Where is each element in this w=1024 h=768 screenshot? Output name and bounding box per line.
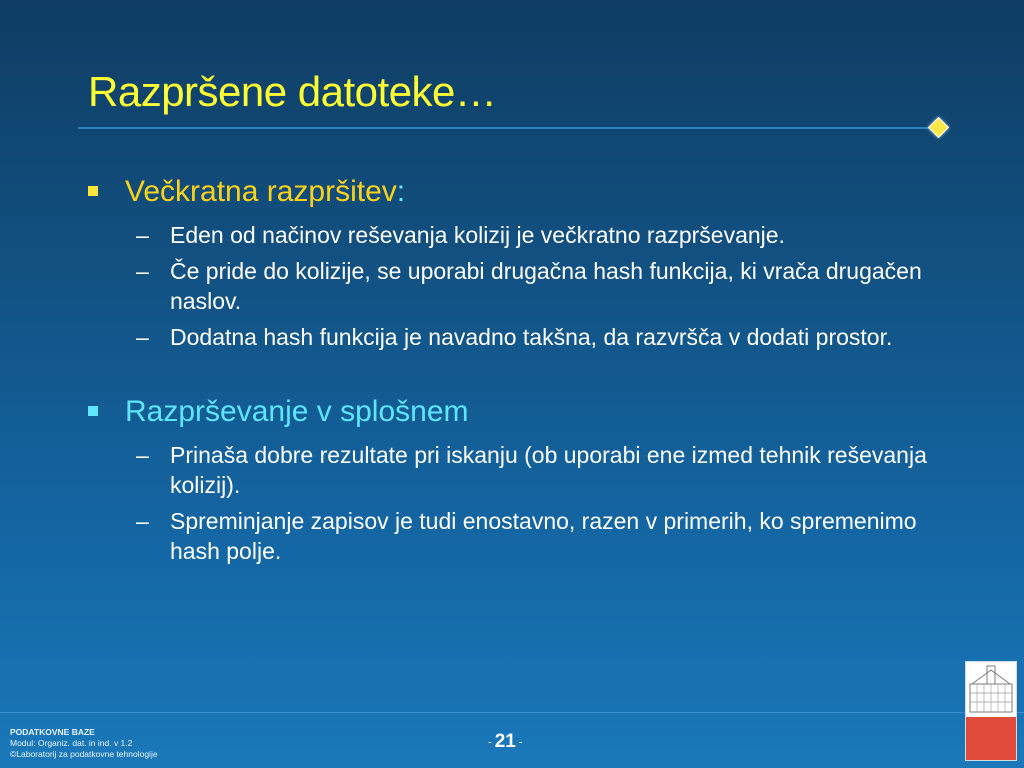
building-logo-icon <box>965 661 1017 761</box>
list-item-text: Prinaša dobre rezultate pri iskanju (ob uporabi ene izmed tehnik reševanja kolizij). <box>170 442 927 498</box>
list-item <box>136 506 968 566</box>
slide-content <box>88 170 968 604</box>
page-number-value: 21 <box>494 731 516 752</box>
section-heading-colon: : <box>396 175 406 208</box>
slide-title: Razpršene datoteke… <box>88 68 497 115</box>
list-item-text: Eden od načinov reševanja kolizij je večkratno razprševanje. <box>170 222 785 248</box>
dash-marker: – <box>136 324 149 350</box>
page-suffix: - <box>515 736 523 749</box>
footer-credits <box>10 727 158 760</box>
square-bullet-icon <box>88 406 98 416</box>
section-heading-text: Večkratna razpršitev <box>125 175 397 208</box>
list-item <box>136 322 968 352</box>
building-drawing <box>966 662 1016 717</box>
list-item-text: Dodatna hash funkcija je navadno takšna, da razvršča v dodati prostor. <box>170 324 893 350</box>
list-item-text: Spreminjanje zapisov je tudi enostavno, razen v primerih, ko spremenimo hash polje. <box>170 508 917 564</box>
dash-marker: – <box>136 222 149 248</box>
footer-copyright: ©Laboratorij za podatkovne tehnologije <box>10 749 158 759</box>
page-number <box>488 731 523 753</box>
dash-marker: – <box>136 508 149 534</box>
section-heading <box>88 390 968 434</box>
list-item <box>136 220 968 250</box>
list-item <box>136 440 968 500</box>
footer-module: Modul: Organiz. dat. in ind. v 1.2 <box>10 738 133 748</box>
page-prefix: - <box>488 736 495 749</box>
logo-red-band <box>966 717 1016 760</box>
dash-marker: – <box>136 258 149 284</box>
title-divider <box>78 127 938 129</box>
diamond-icon <box>928 117 949 138</box>
footer-divider <box>0 712 1024 713</box>
list-item-text: Če pride do kolizije, se uporabi drugačna hash funkcija, ki vrača drugačen naslov. <box>170 258 922 314</box>
section-heading-text: Razprševanje v splošnem <box>125 395 469 428</box>
section-heading <box>88 170 968 214</box>
dash-marker: – <box>136 442 149 468</box>
section-veckratna <box>88 170 968 352</box>
footer-course: PODATKOVNE BAZE <box>10 727 95 737</box>
list-item <box>136 256 968 316</box>
section-razprsevanje <box>88 390 968 566</box>
square-bullet-icon <box>88 186 98 196</box>
